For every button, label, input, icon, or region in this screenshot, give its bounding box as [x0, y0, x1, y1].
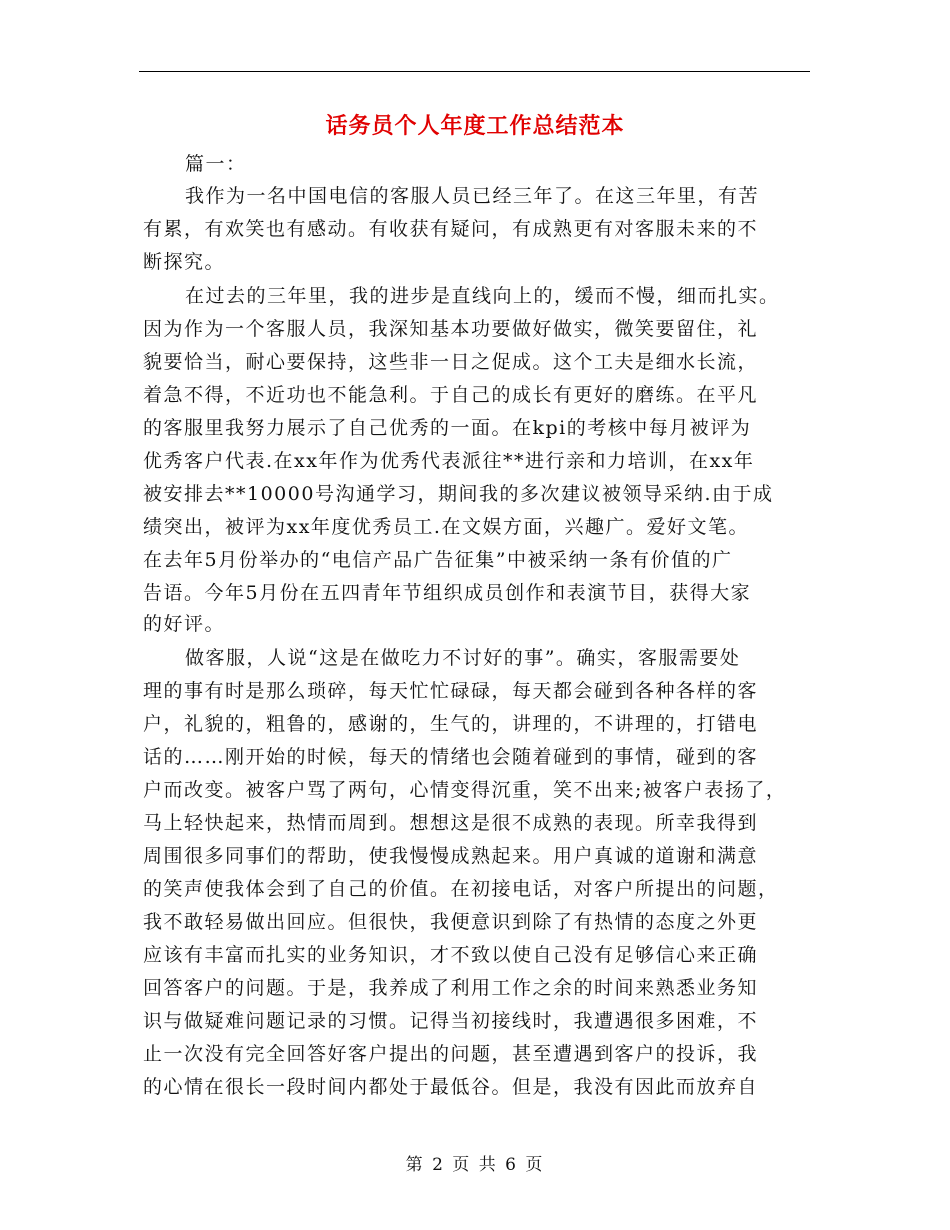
document-title: 话务员个人年度工作总结范本 [325, 113, 625, 139]
paragraph-line: 识与做疑难问题记录的习惯。记得当初接线时，我遭遇很多困难，不 [143, 1010, 759, 1032]
paragraph-line: 应该有丰富而扎实的业务知识，才不致以使自己没有足够信心来正确 [143, 944, 759, 966]
paragraph-line: 断探究。 [143, 251, 226, 273]
paragraph-line: 理的事有时是那么琐碎，每天忙忙碌碌，每天都会碰到各种各样的客 [143, 680, 759, 702]
paragraph-line: 回答客户的问题。于是，我养成了利用工作之余的时间来熟悉业务知 [143, 977, 759, 999]
paragraph-line: 的好评。 [143, 613, 226, 635]
header-rule [139, 71, 810, 72]
page-number: 第 2 页 共 6 页 [405, 1155, 545, 1175]
paragraph-line: 着急不得，不近功也不能急利。于自己的成长有更好的磨练。在平凡 [143, 384, 759, 406]
paragraph-line: 户而改变。被客户骂了两句，心情变得沉重，笑不出来;被客户表扬了， [143, 779, 787, 801]
paragraph-line: 的心情在很长一段时间内都处于最低谷。但是，我没有因此而放弃自 [143, 1076, 759, 1098]
paragraph-line: 被安排去**10000号沟通学习，期间我的多次建议被领导采纳.由于成 [143, 483, 774, 505]
paragraph-line: 的客服里我努力展示了自己优秀的一面。在kpi的考核中每月被评为 [143, 417, 752, 439]
paragraph-line: 做客服，人说“这是在做吃力不讨好的事”。确实，客服需要处 [185, 647, 741, 669]
paragraph-line: 在去年5月份举办的“电信产品广告征集”中被采纳一条有价值的广 [143, 549, 733, 571]
paragraph-line: 因为作为一个客服人员，我深知基本功要做好做实，微笑要留住，礼 [143, 318, 759, 340]
section-heading: 篇一： [185, 153, 247, 175]
paragraph-line: 我作为一名中国电信的客服人员已经三年了。在这三年里，有苦 [185, 185, 760, 207]
paragraph-line: 优秀客户代表.在xx年作为优秀代表派往**进行亲和力培训，在xx年 [143, 450, 755, 472]
paragraph-line: 绩突出，被评为xx年度优秀员工.在文娱方面，兴趣广。爱好文笔。 [143, 516, 749, 538]
paragraph-line: 我不敢轻易做出回应。但很快，我便意识到除了有热情的态度之外更 [143, 911, 759, 933]
paragraph-line: 止一次没有完全回答好客户提出的问题，甚至遭遇到客户的投诉，我 [143, 1043, 759, 1065]
paragraph-line: 告语。今年5月份在五四青年节组织成员创作和表演节目，获得大家 [143, 582, 752, 604]
paragraph-line: 周围很多同事们的帮助，使我慢慢成熟起来。用户真诚的道谢和满意 [143, 845, 759, 867]
paragraph-line: 话的……刚开始的时候，每天的情绪也会随着碰到的事情，碰到的客 [143, 746, 759, 768]
paragraph-line: 有累，有欢笑也有感动。有收获有疑问，有成熟更有对客服未来的不 [143, 218, 759, 240]
paragraph-line: 户，礼貌的，粗鲁的，感谢的，生气的，讲理的，不讲理的，打错电 [143, 713, 759, 735]
paragraph-line: 貌要恰当，耐心要保持，这些非一日之促成。这个工夫是细水长流， [143, 351, 759, 373]
paragraph-line: 马上轻快起来，热情而周到。想想这是很不成熟的表现。所幸我得到 [143, 812, 759, 834]
paragraph-line: 在过去的三年里，我的进步是直线向上的，缓而不慢，细而扎实。 [185, 285, 780, 307]
paragraph-line: 的笑声使我体会到了自己的价值。在初接电话，对客户所提出的问题， [143, 878, 779, 900]
